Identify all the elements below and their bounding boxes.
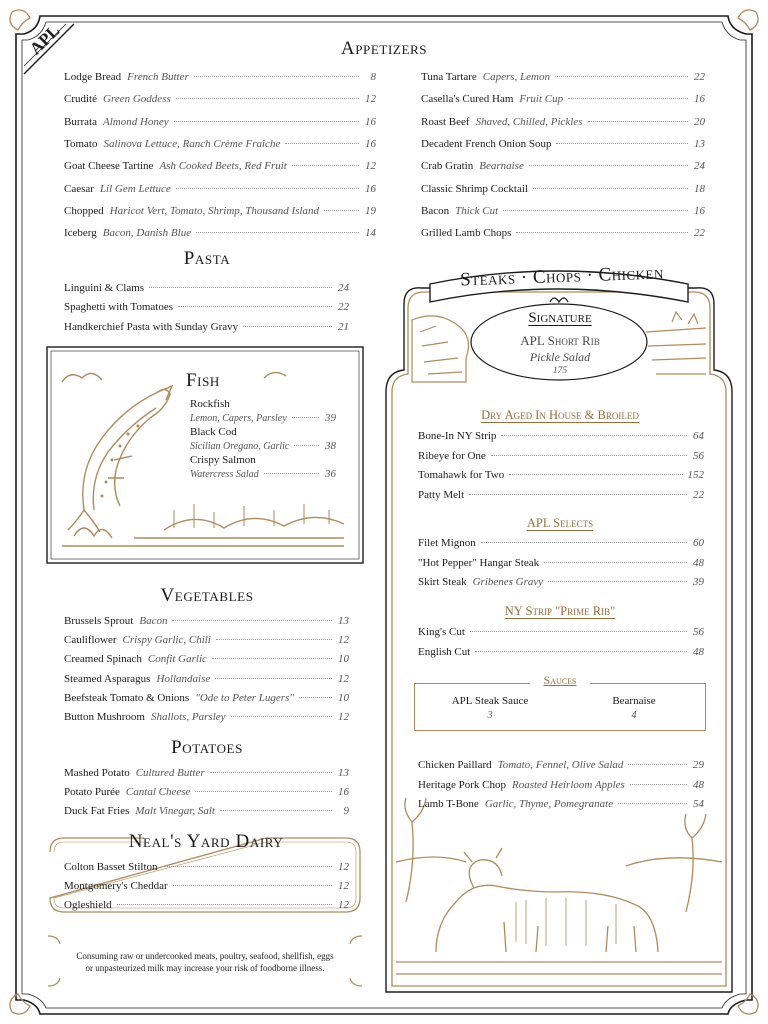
item-name: Chicken Paillard <box>418 759 492 771</box>
item-name: Spaghetti with Tomatoes <box>64 301 174 314</box>
item-name: Cauliflower <box>64 634 117 647</box>
dot-leader <box>174 120 359 122</box>
potatoes-title: Potatoes <box>171 737 243 758</box>
item-price: 152 <box>687 469 704 481</box>
item-price: 60 <box>693 537 704 549</box>
item-name: Casella's Cured Ham <box>421 93 514 106</box>
disclaimer-line-1: Consuming raw or undercooked meats, poultry, seafood, shellfish, eggs <box>76 951 334 961</box>
dot-leader <box>469 493 687 495</box>
dot-leader <box>176 97 359 99</box>
item-price: 18 <box>694 182 705 195</box>
item-price: 16 <box>365 137 376 150</box>
item-description: Bacon <box>139 615 168 627</box>
sauces-box <box>414 683 706 731</box>
menu-item <box>418 758 704 772</box>
menu-item <box>421 115 705 129</box>
item-name: Roast Beef <box>421 115 470 128</box>
item-description: Roasted Heirloom Apples <box>511 778 625 791</box>
dot-leader <box>149 286 332 288</box>
item-description: Green Goddess <box>103 93 171 106</box>
dot-leader <box>117 903 332 905</box>
item-price: 48 <box>693 556 704 569</box>
dot-leader <box>210 771 332 773</box>
menu-item <box>418 556 704 570</box>
item-description: Haricot Vert, Tomato, Shrimp, Thousand Island <box>109 204 319 217</box>
disclaimer <box>50 950 360 974</box>
item-description: Salinova Lettuce, Ranch Crème Fraîche <box>103 137 281 150</box>
dot-leader <box>556 142 688 144</box>
item-price: 10 <box>338 691 349 704</box>
menu-item <box>64 691 349 705</box>
item-name: Decadent French Onion Soup <box>421 137 552 150</box>
item-name: Lodge Bread <box>64 71 122 83</box>
item-name: Crudité <box>64 93 97 106</box>
item-name: Filet Mignon <box>418 537 476 549</box>
menu-item <box>64 898 349 912</box>
item-description: "Ode to Peter Lugers" <box>195 691 294 704</box>
dot-leader <box>568 97 688 99</box>
dot-leader <box>588 120 689 122</box>
item-name: Button Mushroom <box>64 711 145 723</box>
signature-item: APL Short Rib <box>520 333 600 348</box>
item-price: 21 <box>338 320 349 333</box>
menu-item <box>64 652 349 666</box>
dot-leader <box>628 763 687 765</box>
item-price: 22 <box>693 488 704 501</box>
menu-item <box>421 226 705 240</box>
item-description: Cultured Butter <box>135 767 205 779</box>
prime-rib-title: NY Strip "Prime Rib" <box>504 604 616 618</box>
menu-item <box>421 92 705 106</box>
item-price: 12 <box>338 634 349 647</box>
dairy-title: Neal's Yard Dairy <box>128 831 284 852</box>
item-price: 16 <box>365 182 376 195</box>
item-name: Caesar <box>64 182 94 195</box>
sauces-title: Sauces <box>530 673 590 688</box>
item-price: 19 <box>365 204 376 217</box>
item-description: Capers, Lemon <box>482 71 550 83</box>
menu-item <box>64 115 376 129</box>
item-price: 13 <box>694 137 705 150</box>
menu-item <box>418 536 704 550</box>
dot-leader <box>529 164 688 166</box>
dot-leader <box>220 809 332 811</box>
menu-item <box>64 137 376 151</box>
fish-title: Fish <box>186 370 220 391</box>
item-price: 12 <box>338 672 349 685</box>
item-description: Almond Honey <box>102 115 169 128</box>
item-name: Duck Fat Fries <box>64 805 130 818</box>
item-name: Bacon <box>421 204 450 217</box>
menu-item <box>418 488 704 502</box>
dot-leader <box>163 865 332 867</box>
dot-leader <box>509 473 682 475</box>
item-description: Garlic, Thyme, Pomegranate <box>484 798 614 810</box>
item-price: 56 <box>693 449 704 462</box>
item-name: Iceberg <box>64 227 97 240</box>
dot-leader <box>243 325 332 327</box>
vegetables-title: Vegetables <box>160 585 254 606</box>
item-price: 12 <box>338 861 349 873</box>
item-price: 8 <box>370 71 376 83</box>
menu-item <box>64 204 376 218</box>
dot-leader <box>618 802 687 804</box>
item-name: Ogleshield <box>64 899 112 912</box>
item-description: Sicilian Oregano, Garlic <box>190 441 290 452</box>
menu-item <box>64 320 349 334</box>
menu-item <box>64 614 349 628</box>
sauce-1-price: 3 <box>487 710 493 721</box>
item-name: Handkerchief Pasta with Sunday Gravy <box>64 320 239 333</box>
item-description: Shallots, Parsley <box>150 711 226 723</box>
item-name: Brussels Sprout <box>64 615 134 627</box>
menu-item <box>64 281 349 295</box>
item-price: 22 <box>338 301 349 314</box>
dot-leader <box>516 231 688 233</box>
dot-leader <box>544 561 687 563</box>
item-description: Crispy Garlic, Chili <box>122 634 211 647</box>
item-name: Burrata <box>64 115 97 128</box>
item-description: Malt Vinegar, Salt <box>135 805 215 818</box>
item-price: 56 <box>693 626 704 638</box>
item-name: Linguini & Clams <box>64 282 145 294</box>
item-price: 12 <box>365 160 376 173</box>
item-name: Tomato <box>64 137 98 150</box>
dot-leader <box>216 638 332 640</box>
menu-item <box>64 300 349 314</box>
item-price: 24 <box>694 160 705 173</box>
item-description: Bearnaise <box>479 160 524 173</box>
item-name: Beefsteak Tomato & Onions <box>64 691 190 704</box>
dot-leader <box>299 696 332 698</box>
item-name: Bone-In NY Strip <box>418 430 497 442</box>
item-price: 12 <box>338 880 349 893</box>
dot-leader <box>176 187 359 189</box>
menu-item <box>421 182 705 196</box>
fish-item-detail <box>190 411 336 426</box>
item-name: Ribeye for One <box>418 449 486 462</box>
item-name: Mashed Potato <box>64 767 130 779</box>
dot-leader <box>481 541 687 543</box>
item-name: Goat Cheese Tartine <box>64 160 154 173</box>
menu-item <box>64 70 376 84</box>
appetizers-title: Appetizers <box>340 38 428 59</box>
menu-item <box>418 797 704 811</box>
item-name: Crab Gratin <box>421 160 474 173</box>
item-price: 48 <box>693 778 704 791</box>
menu-item <box>64 159 376 173</box>
dot-leader <box>548 580 687 582</box>
menu-item <box>418 645 704 659</box>
item-name: "Hot Pepper" Hangar Steak <box>418 556 540 569</box>
item-name: Tuna Tartare <box>421 71 477 83</box>
dry-aged-title: Dry Aged In House & Broiled <box>481 408 639 422</box>
fish-item-name: Rockfish <box>190 398 230 410</box>
signature-label: Signature <box>528 310 592 326</box>
item-price: 14 <box>365 227 376 240</box>
item-price: 16 <box>694 93 705 106</box>
item-price: 24 <box>338 282 349 294</box>
item-price: 39 <box>693 576 704 588</box>
item-price: 12 <box>338 899 349 912</box>
item-description: Fruit Cup <box>519 93 564 106</box>
menu-item <box>421 204 705 218</box>
dot-leader <box>172 619 332 621</box>
item-description: Lil Gem Lettuce <box>99 182 171 195</box>
selects-title: APL Selects <box>526 516 594 530</box>
item-description: Cantal Cheese <box>125 786 191 799</box>
item-name: King's Cut <box>418 626 465 638</box>
item-description: Tomato, Fennel, Olive Salad <box>497 759 624 771</box>
item-price: 54 <box>693 798 704 810</box>
item-price: 10 <box>338 653 349 666</box>
dot-leader <box>503 209 688 211</box>
dot-leader <box>475 650 687 652</box>
item-name: Montgomery's Cheddar <box>64 880 168 893</box>
sauce-2-price: 4 <box>631 710 637 721</box>
item-name: Chopped <box>64 204 104 217</box>
item-name: Tomahawk for Two <box>418 469 505 481</box>
menu-item <box>64 860 349 874</box>
dot-leader <box>292 416 319 418</box>
item-name: Grilled Lamb Chops <box>421 227 512 240</box>
menu-item <box>421 159 705 173</box>
item-description: Hollandaise <box>156 672 211 685</box>
item-description: Shaved, Chilled, Pickles <box>475 115 583 128</box>
dot-leader <box>285 142 359 144</box>
menu-item <box>418 575 704 589</box>
fish-item-detail <box>190 467 336 482</box>
menu-item <box>421 137 705 151</box>
dot-leader <box>533 187 688 189</box>
signature-desc: Pickle Salad <box>529 350 591 364</box>
dot-leader <box>194 75 359 77</box>
item-description: French Butter <box>127 71 189 83</box>
fish-item-name: Black Cod <box>190 426 237 438</box>
dot-leader <box>178 305 332 307</box>
dot-leader <box>173 884 332 886</box>
dot-leader <box>231 715 332 717</box>
item-price: 38 <box>325 440 336 452</box>
menu-item <box>64 226 376 240</box>
menu-item <box>64 633 349 647</box>
item-price: 22 <box>694 227 705 240</box>
item-price: 36 <box>325 468 336 480</box>
item-description: Bacon, Danish Blue <box>102 227 192 240</box>
menu-item <box>64 672 349 686</box>
item-description: Lemon, Capers, Parsley <box>190 413 287 424</box>
item-price: 12 <box>365 93 376 106</box>
sauce-2-name: Bearnaise <box>612 695 656 707</box>
item-description: Watercress Salad <box>190 469 259 480</box>
item-name: Creamed Spinach <box>64 653 142 666</box>
dot-leader <box>196 231 359 233</box>
item-name: Colton Basset Stilton <box>64 861 158 873</box>
menu-item <box>64 710 349 724</box>
item-price: 16 <box>694 204 705 217</box>
item-price: 29 <box>693 759 704 771</box>
item-price: 16 <box>365 115 376 128</box>
steaks-banner: Steaks · Chops · Chicken <box>459 262 665 291</box>
menu-item <box>418 429 704 443</box>
disclaimer-line-2: or unpasteurized milk may increase your risk of foodborne illness. <box>85 963 325 973</box>
menu-item <box>64 879 349 893</box>
dot-leader <box>501 434 687 436</box>
item-name: Skirt Steak <box>418 576 467 588</box>
item-price: 12 <box>338 711 349 723</box>
item-price: 48 <box>693 645 704 658</box>
menu-item <box>418 625 704 639</box>
item-price: 13 <box>338 615 349 627</box>
menu-item <box>418 778 704 792</box>
menu-item <box>64 182 376 196</box>
item-description: Thick Cut <box>455 204 499 217</box>
dot-leader <box>264 472 319 474</box>
menu-item <box>418 468 704 482</box>
dot-leader <box>294 444 319 446</box>
item-name: Steamed Asparagus <box>64 672 151 685</box>
item-price: 64 <box>693 430 704 442</box>
dot-leader <box>555 75 688 77</box>
menu-item <box>64 804 349 818</box>
sauce-1-name: APL Steak Sauce <box>451 695 529 707</box>
dot-leader <box>470 630 687 632</box>
item-description: Confit Garlic <box>147 653 207 666</box>
item-name: Lamb T-Bone <box>418 798 479 810</box>
dot-leader <box>630 783 687 785</box>
fish-item-detail <box>190 439 336 454</box>
dot-leader <box>292 164 359 166</box>
item-price: 13 <box>338 767 349 779</box>
item-price: 16 <box>338 786 349 799</box>
item-price: 9 <box>343 805 349 818</box>
menu-item <box>64 766 349 780</box>
dot-leader <box>195 790 332 792</box>
dot-leader <box>491 454 687 456</box>
item-price: 22 <box>694 71 705 83</box>
menu-item <box>64 785 349 799</box>
signature-price: 175 <box>552 366 568 376</box>
item-price: 39 <box>325 412 336 424</box>
pasta-title: Pasta <box>183 248 231 269</box>
item-name: English Cut <box>418 645 471 658</box>
item-price: 20 <box>694 115 705 128</box>
item-name: Heritage Pork Chop <box>418 778 506 791</box>
item-name: Patty Melt <box>418 488 465 501</box>
apl-logo-text: APL <box>25 20 64 59</box>
dot-leader <box>212 657 332 659</box>
item-description: Gribenes Gravy <box>472 576 544 588</box>
menu-item <box>418 449 704 463</box>
dot-leader <box>324 209 359 211</box>
item-name: Classic Shrimp Cocktail <box>421 182 528 195</box>
menu-item <box>421 70 705 84</box>
item-name: Potato Purée <box>64 786 120 799</box>
dot-leader <box>215 677 332 679</box>
item-description: Ash Cooked Beets, Red Fruit <box>159 160 287 173</box>
menu-item <box>64 92 376 106</box>
fish-item-name: Crispy Salmon <box>190 454 256 466</box>
